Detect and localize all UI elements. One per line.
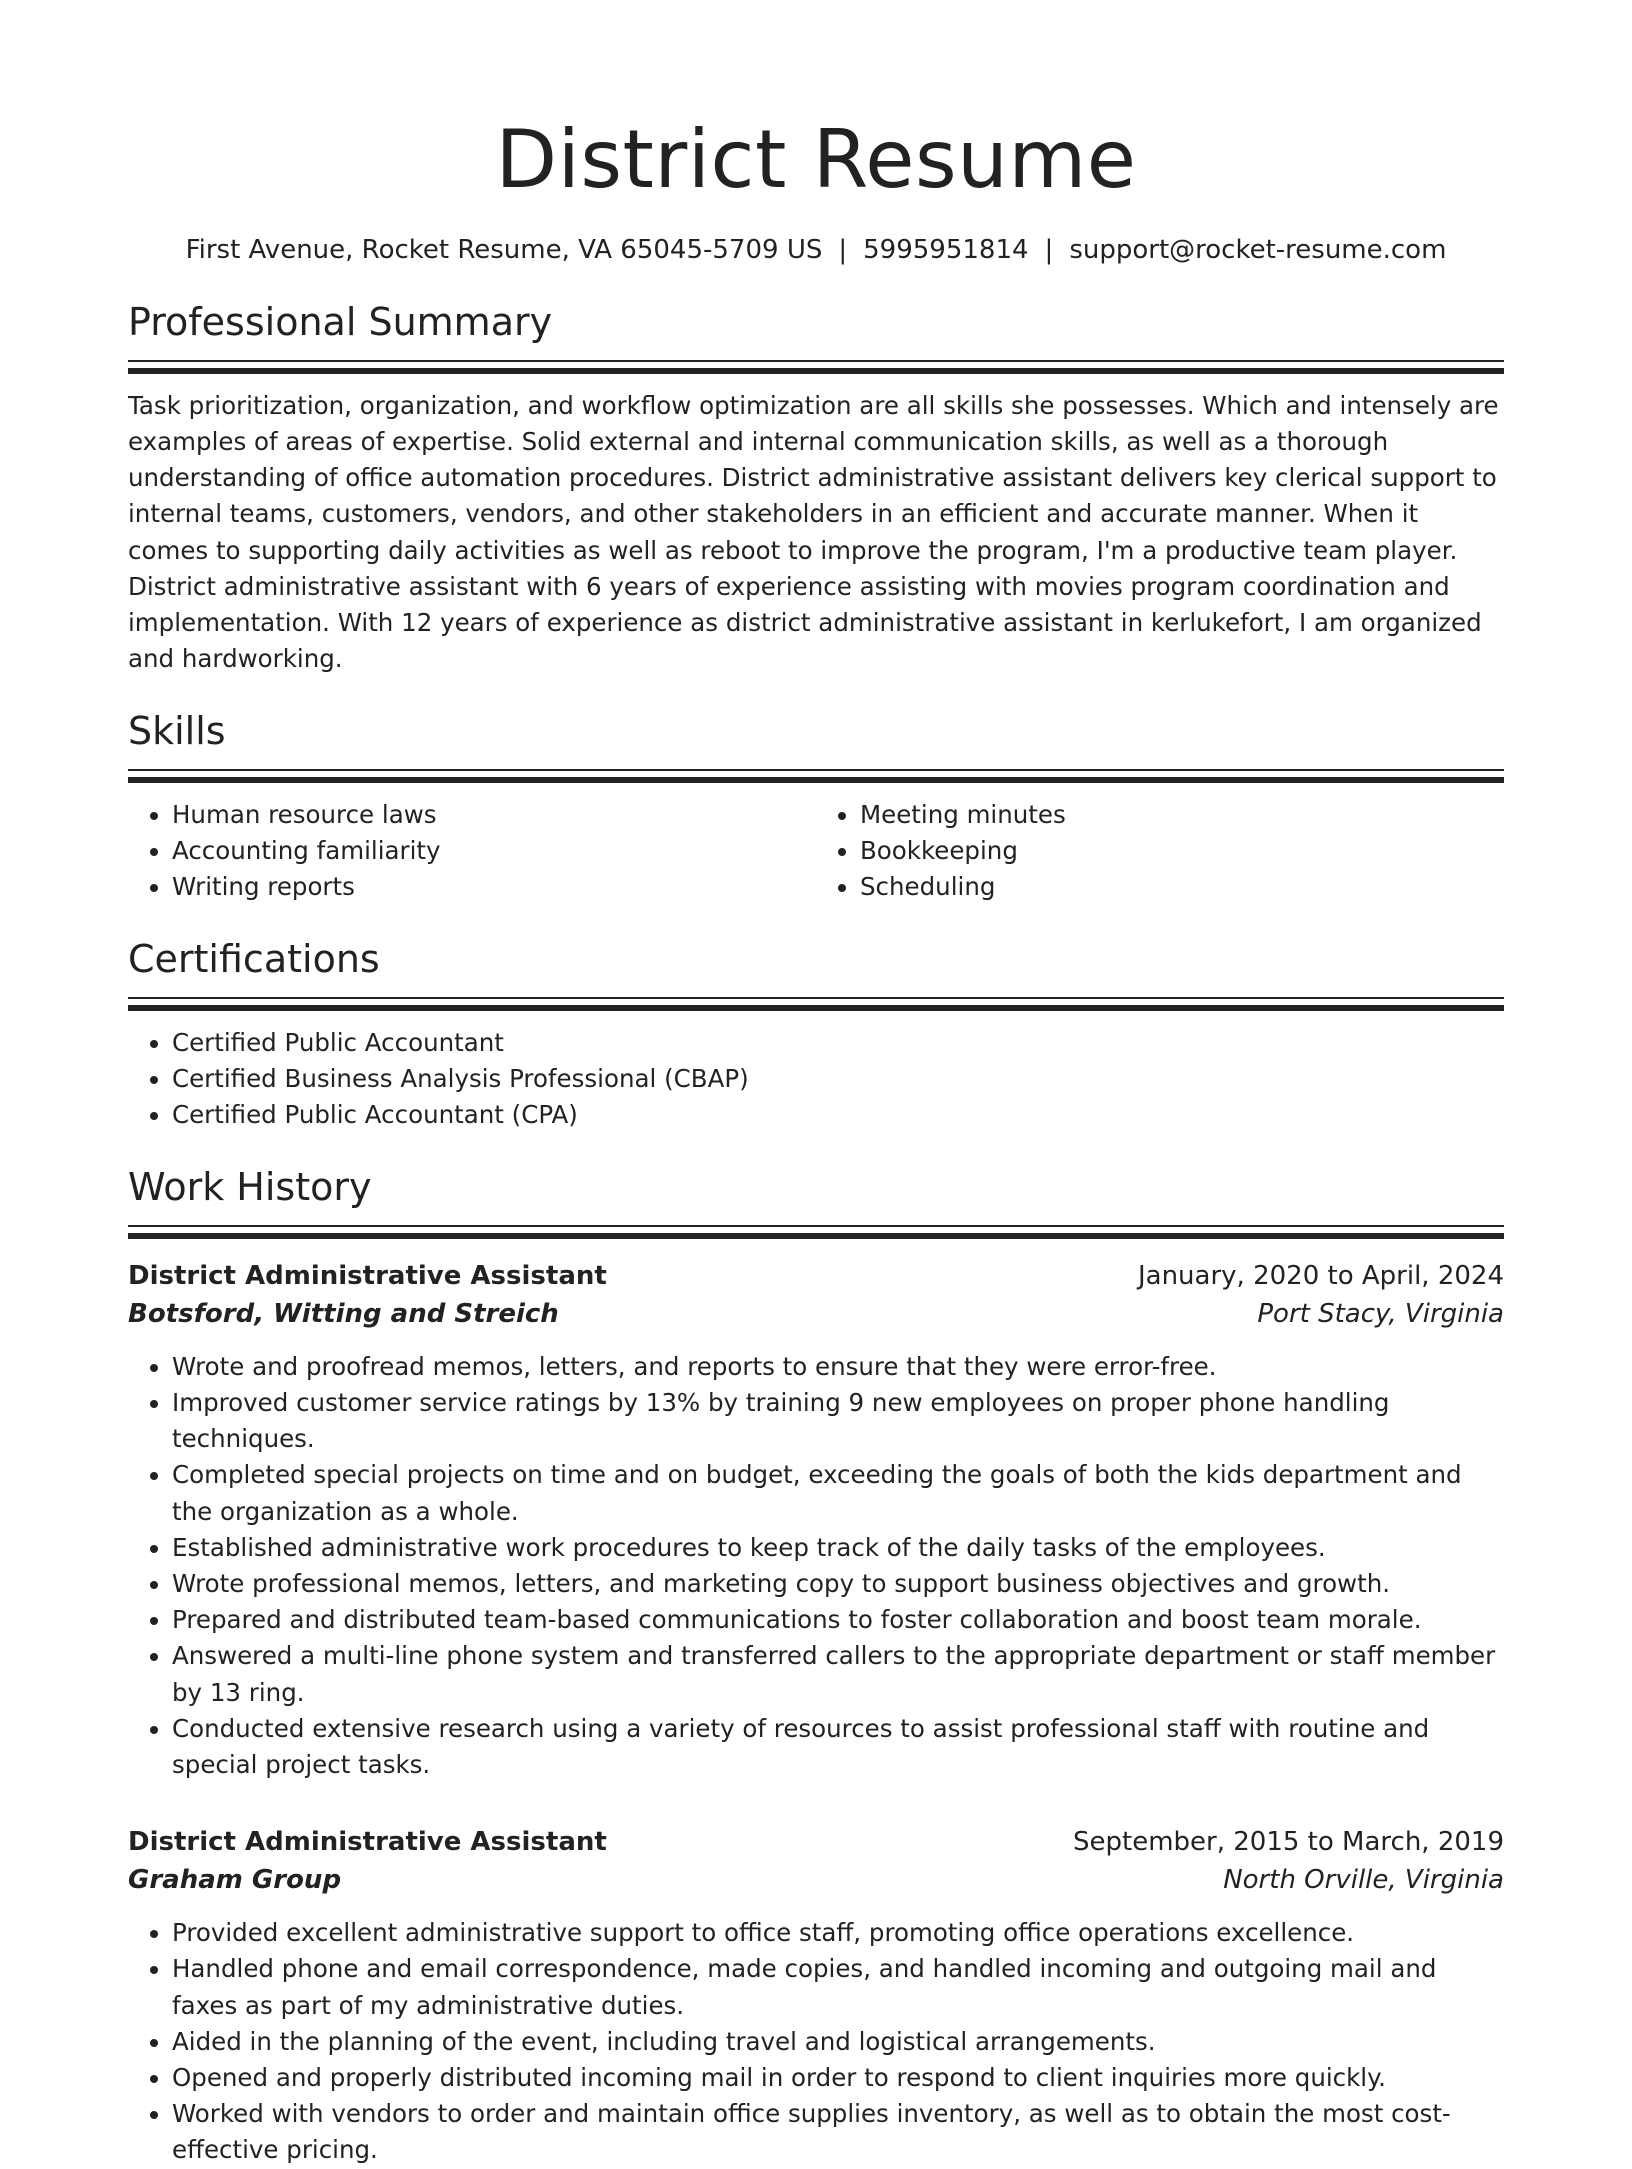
certification-item: • Certified Business Analysis Professional (CBAP) xyxy=(172,1061,1504,1097)
job-duties-list xyxy=(128,1915,1504,2168)
skill-item: • Bookkeeping xyxy=(860,833,1504,869)
contact-phone: 5995951814 xyxy=(863,235,1029,265)
skills-grid xyxy=(128,797,1504,906)
job-dates: September, 2015 to March, 2019 xyxy=(1073,1827,1504,1858)
certification-item: • Certified Public Accountant xyxy=(172,1025,1504,1061)
section-title-skills: Skills xyxy=(128,709,226,754)
job-header-row xyxy=(128,1257,1504,1295)
contact-email: support@rocket-resume.com xyxy=(1069,235,1447,265)
job-duty: • Established administrative work procedures to keep track of the daily tasks of the employees. xyxy=(172,1530,1504,1566)
job-company: Graham Group xyxy=(128,1865,342,1896)
skills-list-left xyxy=(128,797,816,906)
section-title-work-history: Work History xyxy=(128,1165,372,1210)
job-duty: • Provided excellent administrative support to office staff, promoting office operations excellence. xyxy=(172,1915,1504,1951)
section-title-summary: Professional Summary xyxy=(128,300,553,345)
job-duty: • Worked with vendors to order and maintain office supplies inventory, as well as to obtain the most cost-effective pricing. xyxy=(172,2096,1504,2168)
job-duty: • Handled phone and email correspondence, made copies, and handled incoming and outgoing mail and faxes as part of my administrative duties. xyxy=(172,1951,1504,2023)
job-title: District Administrative Assistant xyxy=(128,1827,607,1858)
job-entry xyxy=(128,1823,1504,2168)
section-divider xyxy=(128,1225,1504,1239)
job-location: North Orville, Virginia xyxy=(1223,1865,1504,1896)
job-duty: • Wrote professional memos, letters, and marketing copy to support business objectives and growth. xyxy=(172,1566,1504,1602)
job-title: District Administrative Assistant xyxy=(128,1260,607,1291)
job-duty: • Completed special projects on time and on budget, exceeding the goals of both the kids department and the organization as a whole. xyxy=(172,1457,1504,1529)
certifications-list xyxy=(128,1025,1504,1134)
job-header-row xyxy=(128,1823,1504,1861)
resume-name: District Resume xyxy=(495,113,1137,206)
skill-item: • Human resource laws xyxy=(172,797,816,833)
skill-item: • Scheduling xyxy=(860,869,1504,905)
certifications-section xyxy=(128,935,1504,1133)
job-location: Port Stacy, Virginia xyxy=(1257,1298,1504,1329)
job-company: Botsford, Witting and Streich xyxy=(128,1298,559,1329)
skills-section xyxy=(128,707,1504,905)
section-divider xyxy=(128,997,1504,1011)
skill-item: • Meeting minutes xyxy=(860,797,1504,833)
job-duty: • Conducted extensive research using a variety of resources to assist professional staff with routine and special project tasks. xyxy=(172,1711,1504,1783)
job-duty: • Aided in the planning of the event, including travel and logistical arrangements. xyxy=(172,2024,1504,2060)
section-title-certifications: Certifications xyxy=(128,937,380,982)
skill-item: • Writing reports xyxy=(172,869,816,905)
contact-separator: | xyxy=(1044,235,1054,265)
contact-line xyxy=(128,232,1504,268)
section-divider xyxy=(128,769,1504,783)
job-company-row xyxy=(128,1295,1504,1333)
summary-text: Task prioritization, organization, and workflow optimization are all skills she possesses. Which and intensely are examples of areas of expertise. Solid external and internal communication skills, as well as a thorough understanding of office automation procedures. District administrative assistant delivers key clerical support to internal teams, customers, vendors, and other stakeholders in an efficient and accurate manner. When it comes to supporting daily activities as well as reboot to improve the program, I'm a productive team player. District administrative assistant with 6 years of experience assisting with movies program coordination and implementation. With 12 years of experience as district administrative assistant in kerlukefort, I am organized and hardworking. xyxy=(128,390,1499,674)
summary-section xyxy=(128,298,1504,677)
job-duty: • Prepared and distributed team-based communications to foster collaboration and boost team morale. xyxy=(172,1602,1504,1638)
skill-item: • Accounting familiarity xyxy=(172,833,816,869)
job-entry xyxy=(128,1257,1504,1783)
certification-item: • Certified Public Accountant (CPA) xyxy=(172,1097,1504,1133)
job-duty: • Wrote and proofread memos, letters, and reports to ensure that they were error-free. xyxy=(172,1349,1504,1385)
contact-address: First Avenue, Rocket Resume, VA 65045-5709 US xyxy=(185,235,823,265)
skills-list-right xyxy=(816,797,1504,906)
job-duty: • Answered a multi-line phone system and transferred callers to the appropriate department or staff member by 13 ring. xyxy=(172,1638,1504,1710)
job-dates: January, 2020 to April, 2024 xyxy=(1137,1260,1504,1291)
work-history-section xyxy=(128,1163,1504,2168)
contact-separator: | xyxy=(838,235,848,265)
job-duty: • Improved customer service ratings by 13% by training 9 new employees on proper phone handling techniques. xyxy=(172,1385,1504,1457)
section-divider xyxy=(128,360,1504,374)
job-duties-list xyxy=(128,1349,1504,1783)
job-duty: • Opened and properly distributed incoming mail in order to respond to client inquiries more quickly. xyxy=(172,2060,1504,2096)
job-company-row xyxy=(128,1861,1504,1899)
